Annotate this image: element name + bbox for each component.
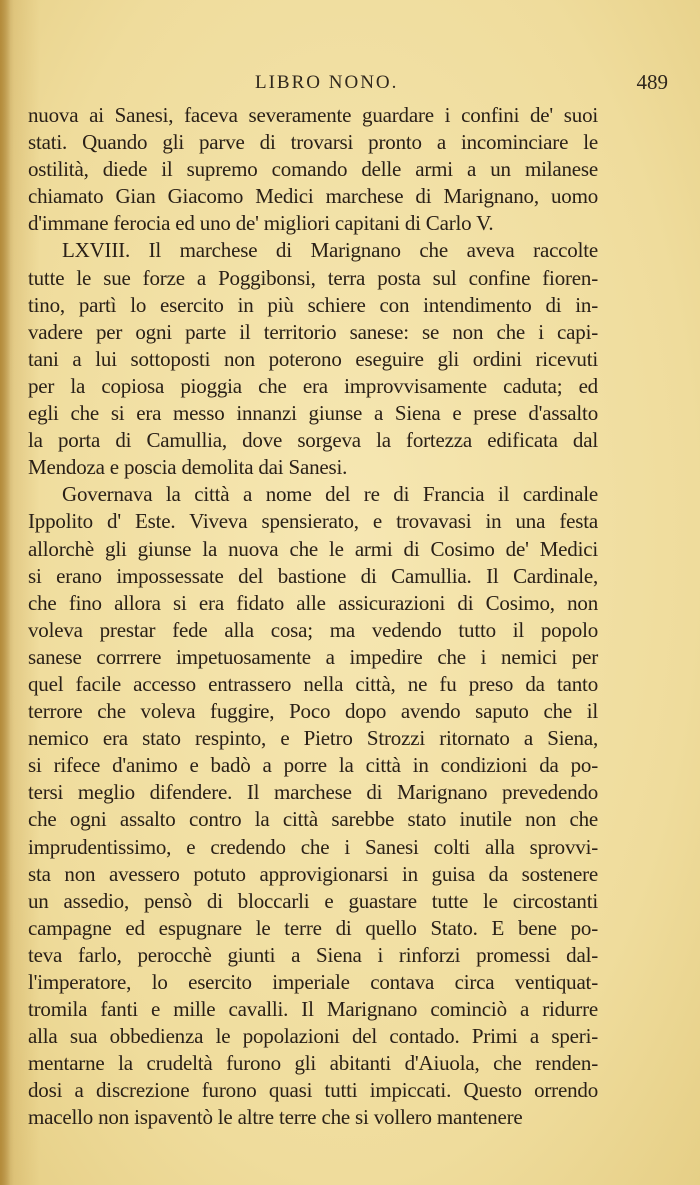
running-head bbox=[28, 62, 700, 102]
text-line: per la copiosa pioggia che era improvvisamente caduta; ed bbox=[28, 373, 598, 398]
text-line: Ippolito d' Este. Viveva spensierato, e trovavasi in una festa bbox=[28, 509, 598, 534]
running-title: LIBRO NONO. bbox=[255, 72, 399, 93]
text-line: mentarne la crudeltà furono gli abitanti d'Aiuola, che renden- bbox=[28, 1051, 598, 1076]
text-line: macello non ispaventò le altre terre che si vollero mantenere bbox=[28, 1105, 523, 1130]
text-line: Mendoza e poscia demolita dai Sanesi. bbox=[28, 455, 348, 480]
text-line: sta non avessero potuto approvigionarsi in guisa da sostenere bbox=[28, 861, 598, 886]
text-line: un assedio, pensò di bloccarli e guastare tutte le circostanti bbox=[28, 888, 598, 913]
text-line: tutte le sue forze a Poggibonsi, terra posta sul confine fioren- bbox=[28, 265, 598, 290]
text-line: LXVIII. Il marchese di Marignano che aveva raccolte bbox=[62, 238, 598, 263]
page-number: 489 bbox=[636, 70, 668, 94]
text-line: imprudentissimo, e credendo che i Sanesi colti alla sprovvi- bbox=[28, 834, 598, 859]
text-line: campagne ed espugnare le terre di quello Stato. E bene po- bbox=[28, 915, 598, 940]
book-page bbox=[28, 62, 700, 1172]
text-line: quel facile accesso entrassero nella città, ne fu preso da tanto bbox=[28, 671, 598, 696]
text-line: tromila fanti e mille cavalli. Il Marignano cominciò a ridurre bbox=[28, 997, 598, 1022]
page-binding-edge bbox=[0, 0, 10, 1185]
text-line: l'imperatore, lo esercito imperiale contava circa ventiquat- bbox=[28, 970, 598, 994]
text-line: la porta di Camullia, dove sorgeva la fortezza edificata dal bbox=[28, 428, 598, 453]
text-line: teva farlo, perocchè giunti a Siena i rinforzi promessi dal- bbox=[28, 942, 598, 967]
text-line: tersi meglio difendere. Il marchese di Marignano prevedendo bbox=[28, 780, 598, 805]
text-line: nuova ai Sanesi, faceva severamente guardare i confini de' suoi bbox=[28, 103, 598, 127]
text-line: vadere per ogni parte il territorio sanese: se non che i capi- bbox=[28, 319, 598, 344]
text-line: allorchè gli giunse la nuova che le armi di Cosimo de' Medici bbox=[28, 536, 598, 561]
text-line: nemico era stato respinto, e Pietro Strozzi ritornato a Siena, bbox=[28, 726, 598, 751]
text-line: Governava la città a nome del re di Francia il cardinale bbox=[62, 482, 598, 507]
text-line: ostilità, diede il supremo comando delle armi a un milanese bbox=[28, 157, 598, 182]
text-line: si rifece d'animo e badò a porre la città in condizioni da po- bbox=[28, 753, 598, 778]
text-line: sanese corrrere impetuosamente a impedire che i nemici per bbox=[28, 644, 598, 669]
paragraph bbox=[28, 237, 598, 481]
text-line: chiamato Gian Giacomo Medici marchese di Marignano, uomo bbox=[28, 184, 598, 209]
text-line: tani a lui sottoposti non poterono eseguire gli ordini ricevuti bbox=[28, 346, 598, 371]
text-line: che fino allora si era fidato alle assicurazioni di Cosimo, non bbox=[28, 590, 598, 615]
text-line: voleva prestar fede alla cosa; ma vedendo tutto il popolo bbox=[28, 617, 598, 642]
text-line: egli che si era messo innanzi giunse a Siena e prese d'assalto bbox=[28, 401, 598, 426]
paragraph bbox=[28, 481, 598, 1131]
paragraph bbox=[28, 102, 598, 237]
body-text bbox=[28, 102, 598, 1132]
text-line: che ogni assalto contro la città sarebbe stato inutile non che bbox=[28, 807, 598, 832]
text-line: terrore che voleva fuggire, Poco dopo avendo saputo che il bbox=[28, 699, 598, 724]
text-line: si erano impossessate del bastione di Camullia. Il Cardinale, bbox=[28, 563, 598, 588]
text-line: d'immane ferocia ed uno de' migliori capitani di Carlo V. bbox=[28, 211, 494, 236]
text-line: dosi a discrezione furono quasi tutti impiccati. Questo orrendo bbox=[28, 1078, 598, 1103]
text-line: alla sua obbedienza le popolazioni del contado. Primi a speri- bbox=[28, 1024, 598, 1049]
text-line: stati. Quando gli parve di trovarsi pronto a incominciare le bbox=[28, 130, 598, 155]
text-line: tino, partì lo esercito in più schiere con intendimento di in- bbox=[28, 292, 598, 317]
